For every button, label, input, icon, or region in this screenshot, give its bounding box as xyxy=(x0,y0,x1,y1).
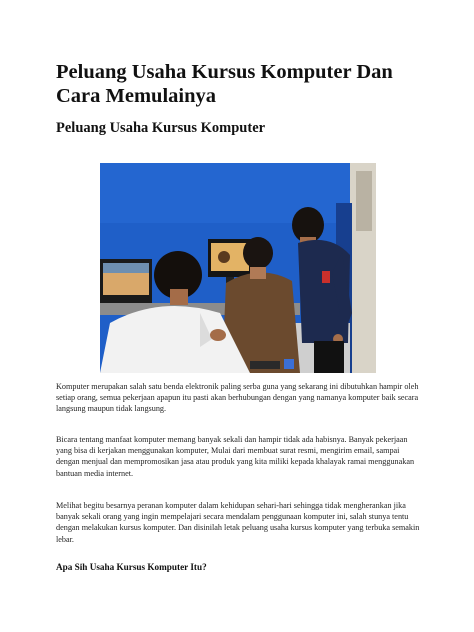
sub-heading: Apa Sih Usaha Kursus Komputer Itu? xyxy=(56,562,207,572)
section-title: Peluang Usaha Kursus Komputer xyxy=(56,120,266,136)
paragraph-3: Melihat begitu besarnya peranan komputer dalam kehidupan sehari-hari sehingga tidak mengherankan jika banyak sekali orang yang ingin mempelajari secara mendalam penggunaan komputer ini, salah stunya tentu dengan melakukan kursus komputer. Dan disinilah letak peluang usaha kursus komputer yang terbuka semakin lebar. xyxy=(56,501,420,544)
paragraph-1: Komputer merupakan salah satu benda elektronik paling serba guna yang sekarang ini dibutuhkan hampir oleh setiap orang, semua pekerjaan apapun itu pasti akan berhubungan dengan yang namanya komputer baik secara langsung maupun tidak langsung. xyxy=(56,382,419,414)
computer-course-photo xyxy=(100,163,376,373)
document-title: Peluang Usaha Kursus Komputer Dan Cara Memulainya xyxy=(56,61,393,107)
paragraph-2: Bicara tentang manfaat komputer memang banyak sekali dan hampir tidak ada habisnya. Banyak pekerjaan yang bisa di kerjakan menggunakan komputer, Mulai dari membuat surat resmi, mengirim email, sampai dengan menjual dan mempromosikan jasa atau produk yang kita miliki kepada khalayak ramai menggunakan bantuan media internet. xyxy=(56,435,415,478)
